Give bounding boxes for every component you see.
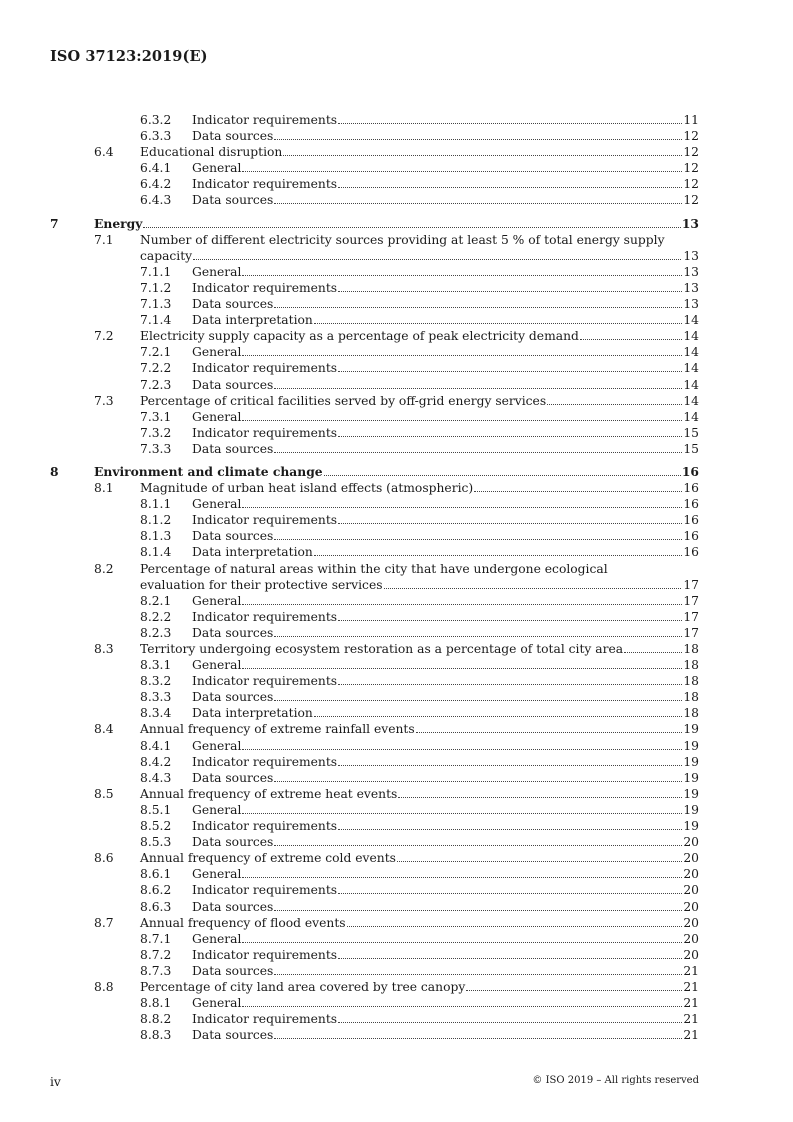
toc-entry-page: 17 <box>683 625 699 640</box>
toc-entry-title: General <box>192 264 242 279</box>
toc-entry[interactable] <box>50 721 699 737</box>
toc-entry[interactable] <box>50 232 699 264</box>
dot-leader <box>283 155 682 156</box>
toc-entry-number: 7 <box>50 215 59 231</box>
toc-entry-title: Indicator requirements <box>192 280 338 295</box>
toc-entry-title: Indicator requirements <box>192 754 338 769</box>
toc-entry-title: Magnitude of urban heat island effects (atmospheric) <box>140 481 474 496</box>
toc-entry-page: 20 <box>683 883 699 898</box>
toc-entry-page: 21 <box>683 1028 699 1043</box>
toc-entry-page: 19 <box>683 819 699 834</box>
toc-entry[interactable] <box>50 995 699 1011</box>
toc-entry-page: 16 <box>683 545 699 560</box>
toc-entry[interactable] <box>50 128 699 144</box>
toc-entry-page: 18 <box>683 690 699 705</box>
dot-leader <box>547 404 682 405</box>
toc-entry[interactable] <box>50 544 699 560</box>
toc-entry-page: 19 <box>683 770 699 785</box>
table-of-contents <box>50 112 699 1043</box>
toc-entry-number: 8.8 <box>94 979 114 994</box>
toc-entry-title: Annual frequency of extreme rainfall events <box>140 722 415 737</box>
toc-entry-title: General <box>192 867 242 882</box>
toc-entry-page: 20 <box>683 915 699 930</box>
toc-entry[interactable] <box>50 176 699 192</box>
toc-entry-page: 14 <box>683 329 699 344</box>
dot-leader <box>338 958 682 959</box>
dot-leader <box>624 652 682 653</box>
toc-entry-title: Indicator requirements <box>192 361 338 376</box>
toc-entry-title: General <box>192 161 242 176</box>
toc-entry-title: General <box>192 409 242 424</box>
toc-entry[interactable] <box>50 689 699 705</box>
toc-entry-number: 8.4.2 <box>140 754 172 769</box>
toc-entry-page: 12 <box>683 177 699 192</box>
toc-entry-page: 13 <box>683 248 699 263</box>
toc-entry[interactable] <box>50 264 699 280</box>
toc-entry-title: Data sources <box>192 899 274 914</box>
toc-entry[interactable] <box>50 360 699 376</box>
toc-entry-number: 8 <box>50 463 59 479</box>
toc-entry-title: Indicator requirements <box>192 674 338 689</box>
toc-entry-title: Data sources <box>192 129 274 144</box>
toc-entry-number: 8.4.3 <box>140 770 172 785</box>
toc-entry-page: 21 <box>683 1012 699 1027</box>
toc-entry-title: Data sources <box>192 297 274 312</box>
dot-leader <box>242 877 682 878</box>
toc-entry[interactable] <box>50 947 699 963</box>
toc-entry[interactable] <box>50 979 699 995</box>
toc-entry[interactable] <box>50 673 699 689</box>
toc-entry-number: 8.8.2 <box>140 1012 172 1027</box>
toc-entry-page: 15 <box>683 441 699 456</box>
dot-leader <box>338 893 682 894</box>
toc-entry-page: 18 <box>683 658 699 673</box>
toc-entry-page: 17 <box>683 577 699 592</box>
dot-leader <box>274 700 682 701</box>
toc-entry[interactable] <box>50 216 699 232</box>
toc-entry-title: General <box>192 802 242 817</box>
toc-entry-title: Data sources <box>192 963 274 978</box>
toc-entry-title: General <box>192 345 242 360</box>
dot-leader <box>143 227 681 228</box>
toc-entry-title: Indicator requirements <box>192 177 338 192</box>
toc-entry-number: 7.2 <box>94 329 114 344</box>
toc-entry-page: 20 <box>683 931 699 946</box>
toc-entry-number: 8.2.2 <box>140 609 172 624</box>
toc-entry-page: 19 <box>683 786 699 801</box>
dot-leader <box>274 388 682 389</box>
dot-leader <box>242 275 682 276</box>
dot-leader <box>347 926 683 927</box>
dot-leader <box>338 765 682 766</box>
dot-leader <box>274 845 682 846</box>
toc-entry[interactable] <box>50 328 699 344</box>
toc-entry-page: 13 <box>683 280 699 295</box>
dot-leader <box>338 829 682 830</box>
toc-entry-number: 8.1.1 <box>140 497 172 512</box>
toc-entry[interactable] <box>50 625 699 641</box>
toc-entry[interactable] <box>50 280 699 296</box>
toc-entry[interactable] <box>50 593 699 609</box>
toc-entry[interactable] <box>50 931 699 947</box>
dot-leader <box>324 475 681 476</box>
toc-entry-page: 14 <box>683 409 699 424</box>
toc-entry-number: 8.3 <box>94 642 114 656</box>
toc-entry-number: 8.6.1 <box>140 867 172 882</box>
toc-entry-title: Data interpretation <box>192 545 313 560</box>
dot-leader <box>274 452 682 453</box>
toc-entry[interactable] <box>50 480 699 496</box>
toc-entry-title: Data sources <box>192 690 274 705</box>
toc-entry-number: 8.7.2 <box>140 947 172 962</box>
dot-leader <box>338 436 682 437</box>
toc-entry-number: 6.3.3 <box>140 129 172 144</box>
toc-entry-page: 17 <box>683 609 699 624</box>
toc-entry-title: Percentage of natural areas within the city that have undergone ecological evaluation for their protective services <box>140 561 608 592</box>
toc-entry[interactable] <box>50 915 699 931</box>
toc-entry-number: 8.3.4 <box>140 706 172 721</box>
toc-entry-page: 18 <box>683 674 699 689</box>
dot-leader <box>314 555 683 556</box>
toc-entry-number: 8.5.2 <box>140 819 172 834</box>
toc-entry-page: 12 <box>683 145 699 160</box>
dot-leader <box>314 323 683 324</box>
toc-entry-title: Data sources <box>192 529 274 544</box>
dot-leader <box>242 1006 682 1007</box>
toc-entry-page: 14 <box>683 313 699 328</box>
toc-entry[interactable] <box>50 112 699 128</box>
toc-entry-number: 8.7.3 <box>140 963 172 978</box>
toc-entry-page: 20 <box>683 835 699 850</box>
toc-entry-number: 8.1.3 <box>140 529 172 544</box>
toc-entry-number: 8.8.3 <box>140 1028 172 1043</box>
toc-entry-title: Energy <box>94 215 143 231</box>
toc-entry-page: 21 <box>683 963 699 978</box>
toc-entry[interactable] <box>50 409 699 425</box>
toc-entry-title: Annual frequency of extreme cold events <box>140 851 396 866</box>
toc-entry[interactable] <box>50 882 699 898</box>
toc-entry[interactable] <box>50 192 699 208</box>
toc-entry-page: 16 <box>683 497 699 512</box>
toc-entry[interactable] <box>50 528 699 544</box>
toc-entry-title: Annual frequency of extreme heat events <box>140 786 398 801</box>
dot-leader <box>384 588 681 589</box>
toc-entry-page: 18 <box>683 642 699 656</box>
toc-entry-page: 16 <box>683 481 699 496</box>
toc-entry-number: 7.3.2 <box>140 425 172 440</box>
toc-entry-title: Data sources <box>192 441 274 456</box>
toc-entry-page: 18 <box>683 706 699 721</box>
toc-entry-title: Data sources <box>192 770 274 785</box>
toc-entry-page: 12 <box>683 161 699 176</box>
toc-entry-number: 6.4.1 <box>140 161 172 176</box>
toc-entry-number: 8.2.1 <box>140 593 172 608</box>
toc-entry[interactable] <box>50 464 699 480</box>
toc-entry[interactable] <box>50 1027 699 1043</box>
toc-entry-page: 19 <box>683 802 699 817</box>
toc-entry-number: 6.4 <box>94 145 114 160</box>
toc-entry-number: 7.3 <box>94 393 114 408</box>
toc-entry-title: General <box>192 658 242 673</box>
toc-entry-number: 7.2.1 <box>140 345 172 360</box>
toc-entry-title: General <box>192 738 242 753</box>
toc-entry-page: 19 <box>683 722 699 737</box>
toc-entry[interactable] <box>50 425 699 441</box>
toc-entry-number: 8.1.4 <box>140 545 172 560</box>
toc-entry-number: 8.1 <box>94 481 114 496</box>
toc-entry-page: 14 <box>683 377 699 392</box>
toc-entry[interactable] <box>50 441 699 457</box>
toc-entry-number: 7.2.3 <box>140 377 172 392</box>
dot-leader <box>338 523 682 524</box>
toc-entry[interactable] <box>50 818 699 834</box>
dot-leader <box>274 307 682 308</box>
toc-entry[interactable] <box>50 296 699 312</box>
toc-entry-title: Data sources <box>192 625 274 640</box>
toc-entry[interactable] <box>50 754 699 770</box>
dot-leader <box>398 797 682 798</box>
dot-leader <box>242 942 682 943</box>
dot-leader <box>338 620 682 621</box>
toc-entry-page: 20 <box>683 899 699 914</box>
toc-entry-page: 19 <box>683 738 699 753</box>
dot-leader <box>274 974 682 975</box>
toc-entry[interactable] <box>50 899 699 915</box>
dot-leader <box>242 813 682 814</box>
dot-leader <box>242 749 682 750</box>
toc-entry-page: 12 <box>683 193 699 208</box>
toc-entry-title: Data sources <box>192 835 274 850</box>
dot-leader <box>274 203 682 204</box>
dot-leader <box>474 491 682 492</box>
toc-entry-title: Indicator requirements <box>192 947 338 962</box>
dot-leader <box>338 371 682 372</box>
dot-leader <box>242 604 682 605</box>
toc-entry[interactable] <box>50 866 699 882</box>
dot-leader <box>338 1022 682 1023</box>
toc-entry-number: 8.7.1 <box>140 931 172 946</box>
toc-entry[interactable] <box>50 344 699 360</box>
toc-entry[interactable] <box>50 496 699 512</box>
dot-leader <box>242 420 682 421</box>
toc-entry-page: 20 <box>683 851 699 866</box>
toc-entry-number: 8.6.2 <box>140 883 172 898</box>
toc-entry-title: General <box>192 497 242 512</box>
toc-entry[interactable] <box>50 312 699 328</box>
toc-entry[interactable] <box>50 770 699 786</box>
toc-entry-number: 8.6.3 <box>140 899 172 914</box>
toc-entry-page: 11 <box>683 113 699 127</box>
toc-entry-number: 8.1.2 <box>140 513 172 528</box>
toc-entry-title: General <box>192 996 242 1011</box>
toc-entry[interactable] <box>50 850 699 866</box>
toc-entry-title: Indicator requirements <box>192 1012 338 1027</box>
dot-leader <box>274 781 682 782</box>
toc-entry-number: 7.3.1 <box>140 409 172 424</box>
toc-entry-title: Indicator requirements <box>192 425 338 440</box>
toc-entry-number: 6.3.2 <box>140 113 172 127</box>
toc-entry-title: General <box>192 593 242 608</box>
toc-entry-title: Number of different electricity sources providing at least 5 % of total energy supply capacity <box>140 232 665 263</box>
toc-entry[interactable] <box>50 705 699 721</box>
toc-entry-number: 7.1.3 <box>140 297 172 312</box>
dot-leader <box>397 861 682 862</box>
toc-entry-number: 8.4 <box>94 722 114 737</box>
toc-entry-title: Percentage of city land area covered by tree canopy <box>140 979 466 994</box>
toc-entry[interactable] <box>50 738 699 754</box>
toc-entry-page: 12 <box>683 129 699 144</box>
dot-leader <box>338 291 682 292</box>
dot-leader <box>274 139 682 140</box>
toc-entry-page: 13 <box>683 264 699 279</box>
toc-entry-title: Data interpretation <box>192 706 313 721</box>
toc-entry-title: Data sources <box>192 1028 274 1043</box>
toc-entry-page: 13 <box>681 215 699 231</box>
toc-entry[interactable] <box>50 561 699 593</box>
toc-entry-title: Data sources <box>192 377 274 392</box>
toc-entry-number: 8.4.1 <box>140 738 172 753</box>
dot-leader <box>580 339 682 340</box>
toc-entry-page: 14 <box>683 361 699 376</box>
toc-entry-title: Educational disruption <box>140 145 283 160</box>
dot-leader <box>274 1038 682 1039</box>
dot-leader <box>242 668 682 669</box>
dot-leader <box>274 636 682 637</box>
toc-entry-page: 16 <box>681 463 699 479</box>
toc-entry-number: 8.7 <box>94 915 114 930</box>
toc-entry[interactable] <box>50 963 699 979</box>
dot-leader <box>338 123 682 124</box>
toc-entry-page: 14 <box>683 393 699 408</box>
toc-entry[interactable] <box>50 377 699 393</box>
toc-entry-number: 8.8.1 <box>140 996 172 1011</box>
toc-entry-title: Indicator requirements <box>192 513 338 528</box>
document-id: ISO 37123:2019(E) <box>50 48 208 65</box>
page-number: iv <box>50 1075 61 1089</box>
toc-entry-page: 20 <box>683 867 699 882</box>
toc-entry[interactable] <box>50 160 699 176</box>
toc-entry-title: Percentage of critical facilities served by off-grid energy services <box>140 393 547 408</box>
dot-leader <box>416 732 683 733</box>
toc-entry-number: 7.1.1 <box>140 264 172 279</box>
toc-entry[interactable] <box>50 802 699 818</box>
toc-entry-page: 16 <box>683 513 699 528</box>
toc-entry-number: 7.3.3 <box>140 441 172 456</box>
toc-entry[interactable] <box>50 657 699 673</box>
toc-entry-page: 19 <box>683 754 699 769</box>
toc-entry-number: 7.1.4 <box>140 313 172 328</box>
toc-entry[interactable] <box>50 641 699 657</box>
toc-entry-number: 8.2.3 <box>140 625 172 640</box>
toc-entry-title: Electricity supply capacity as a percentage of peak electricity demand <box>140 329 579 344</box>
dot-leader <box>193 259 681 260</box>
toc-entry-title: Indicator requirements <box>192 609 338 624</box>
dot-leader <box>338 187 682 188</box>
toc-entry[interactable] <box>50 393 699 409</box>
dot-leader <box>242 355 682 356</box>
toc-entry-number: 8.6 <box>94 851 114 866</box>
toc-entry-number: 8.3.3 <box>140 690 172 705</box>
toc-entry-page: 17 <box>683 593 699 608</box>
toc-entry-title: Indicator requirements <box>192 883 338 898</box>
toc-entry-title: Indicator requirements <box>192 819 338 834</box>
toc-entry-page: 14 <box>683 345 699 360</box>
toc-entry-title: Indicator requirements <box>192 113 338 127</box>
toc-entry-page: 13 <box>683 297 699 312</box>
dot-leader <box>466 990 682 991</box>
toc-entry[interactable] <box>50 834 699 850</box>
toc-entry-title: Data sources <box>192 193 274 208</box>
toc-entry-title: Territory undergoing ecosystem restoration as a percentage of total city area <box>140 642 624 656</box>
dot-leader <box>242 171 682 172</box>
toc-entry[interactable] <box>50 144 699 160</box>
toc-entry-page: 16 <box>683 529 699 544</box>
toc-entry-number: 8.5.1 <box>140 802 172 817</box>
toc-entry-title: Data interpretation <box>192 313 313 328</box>
toc-entry-number: 7.1 <box>94 232 114 247</box>
toc-entry-number: 6.4.3 <box>140 193 172 208</box>
toc-entry-page: 21 <box>683 979 699 994</box>
toc-entry-page: 20 <box>683 947 699 962</box>
toc-entry-number: 8.3.2 <box>140 674 172 689</box>
toc-entry-number: 6.4.2 <box>140 177 172 192</box>
copyright-notice: © ISO 2019 – All rights reserved <box>532 1075 699 1086</box>
toc-entry-number: 7.2.2 <box>140 361 172 376</box>
toc-entry-page: 21 <box>683 996 699 1011</box>
toc-entry[interactable] <box>50 609 699 625</box>
dot-leader <box>274 910 682 911</box>
dot-leader <box>242 507 682 508</box>
toc-entry-number: 8.5 <box>94 786 114 801</box>
toc-entry-number: 7.1.2 <box>140 280 172 295</box>
toc-entry-number: 8.2 <box>94 561 114 576</box>
toc-entry-number: 8.5.3 <box>140 835 172 850</box>
toc-entry-number: 8.3.1 <box>140 658 172 673</box>
toc-entry-title: Annual frequency of flood events <box>140 915 346 930</box>
dot-leader <box>274 539 682 540</box>
toc-entry-title: Environment and climate change <box>94 463 323 479</box>
toc-entry[interactable] <box>50 1011 699 1027</box>
dot-leader <box>314 716 683 717</box>
toc-entry[interactable] <box>50 786 699 802</box>
toc-entry[interactable] <box>50 512 699 528</box>
toc-entry-page: 15 <box>683 425 699 440</box>
toc-entry-title: General <box>192 931 242 946</box>
dot-leader <box>338 684 682 685</box>
